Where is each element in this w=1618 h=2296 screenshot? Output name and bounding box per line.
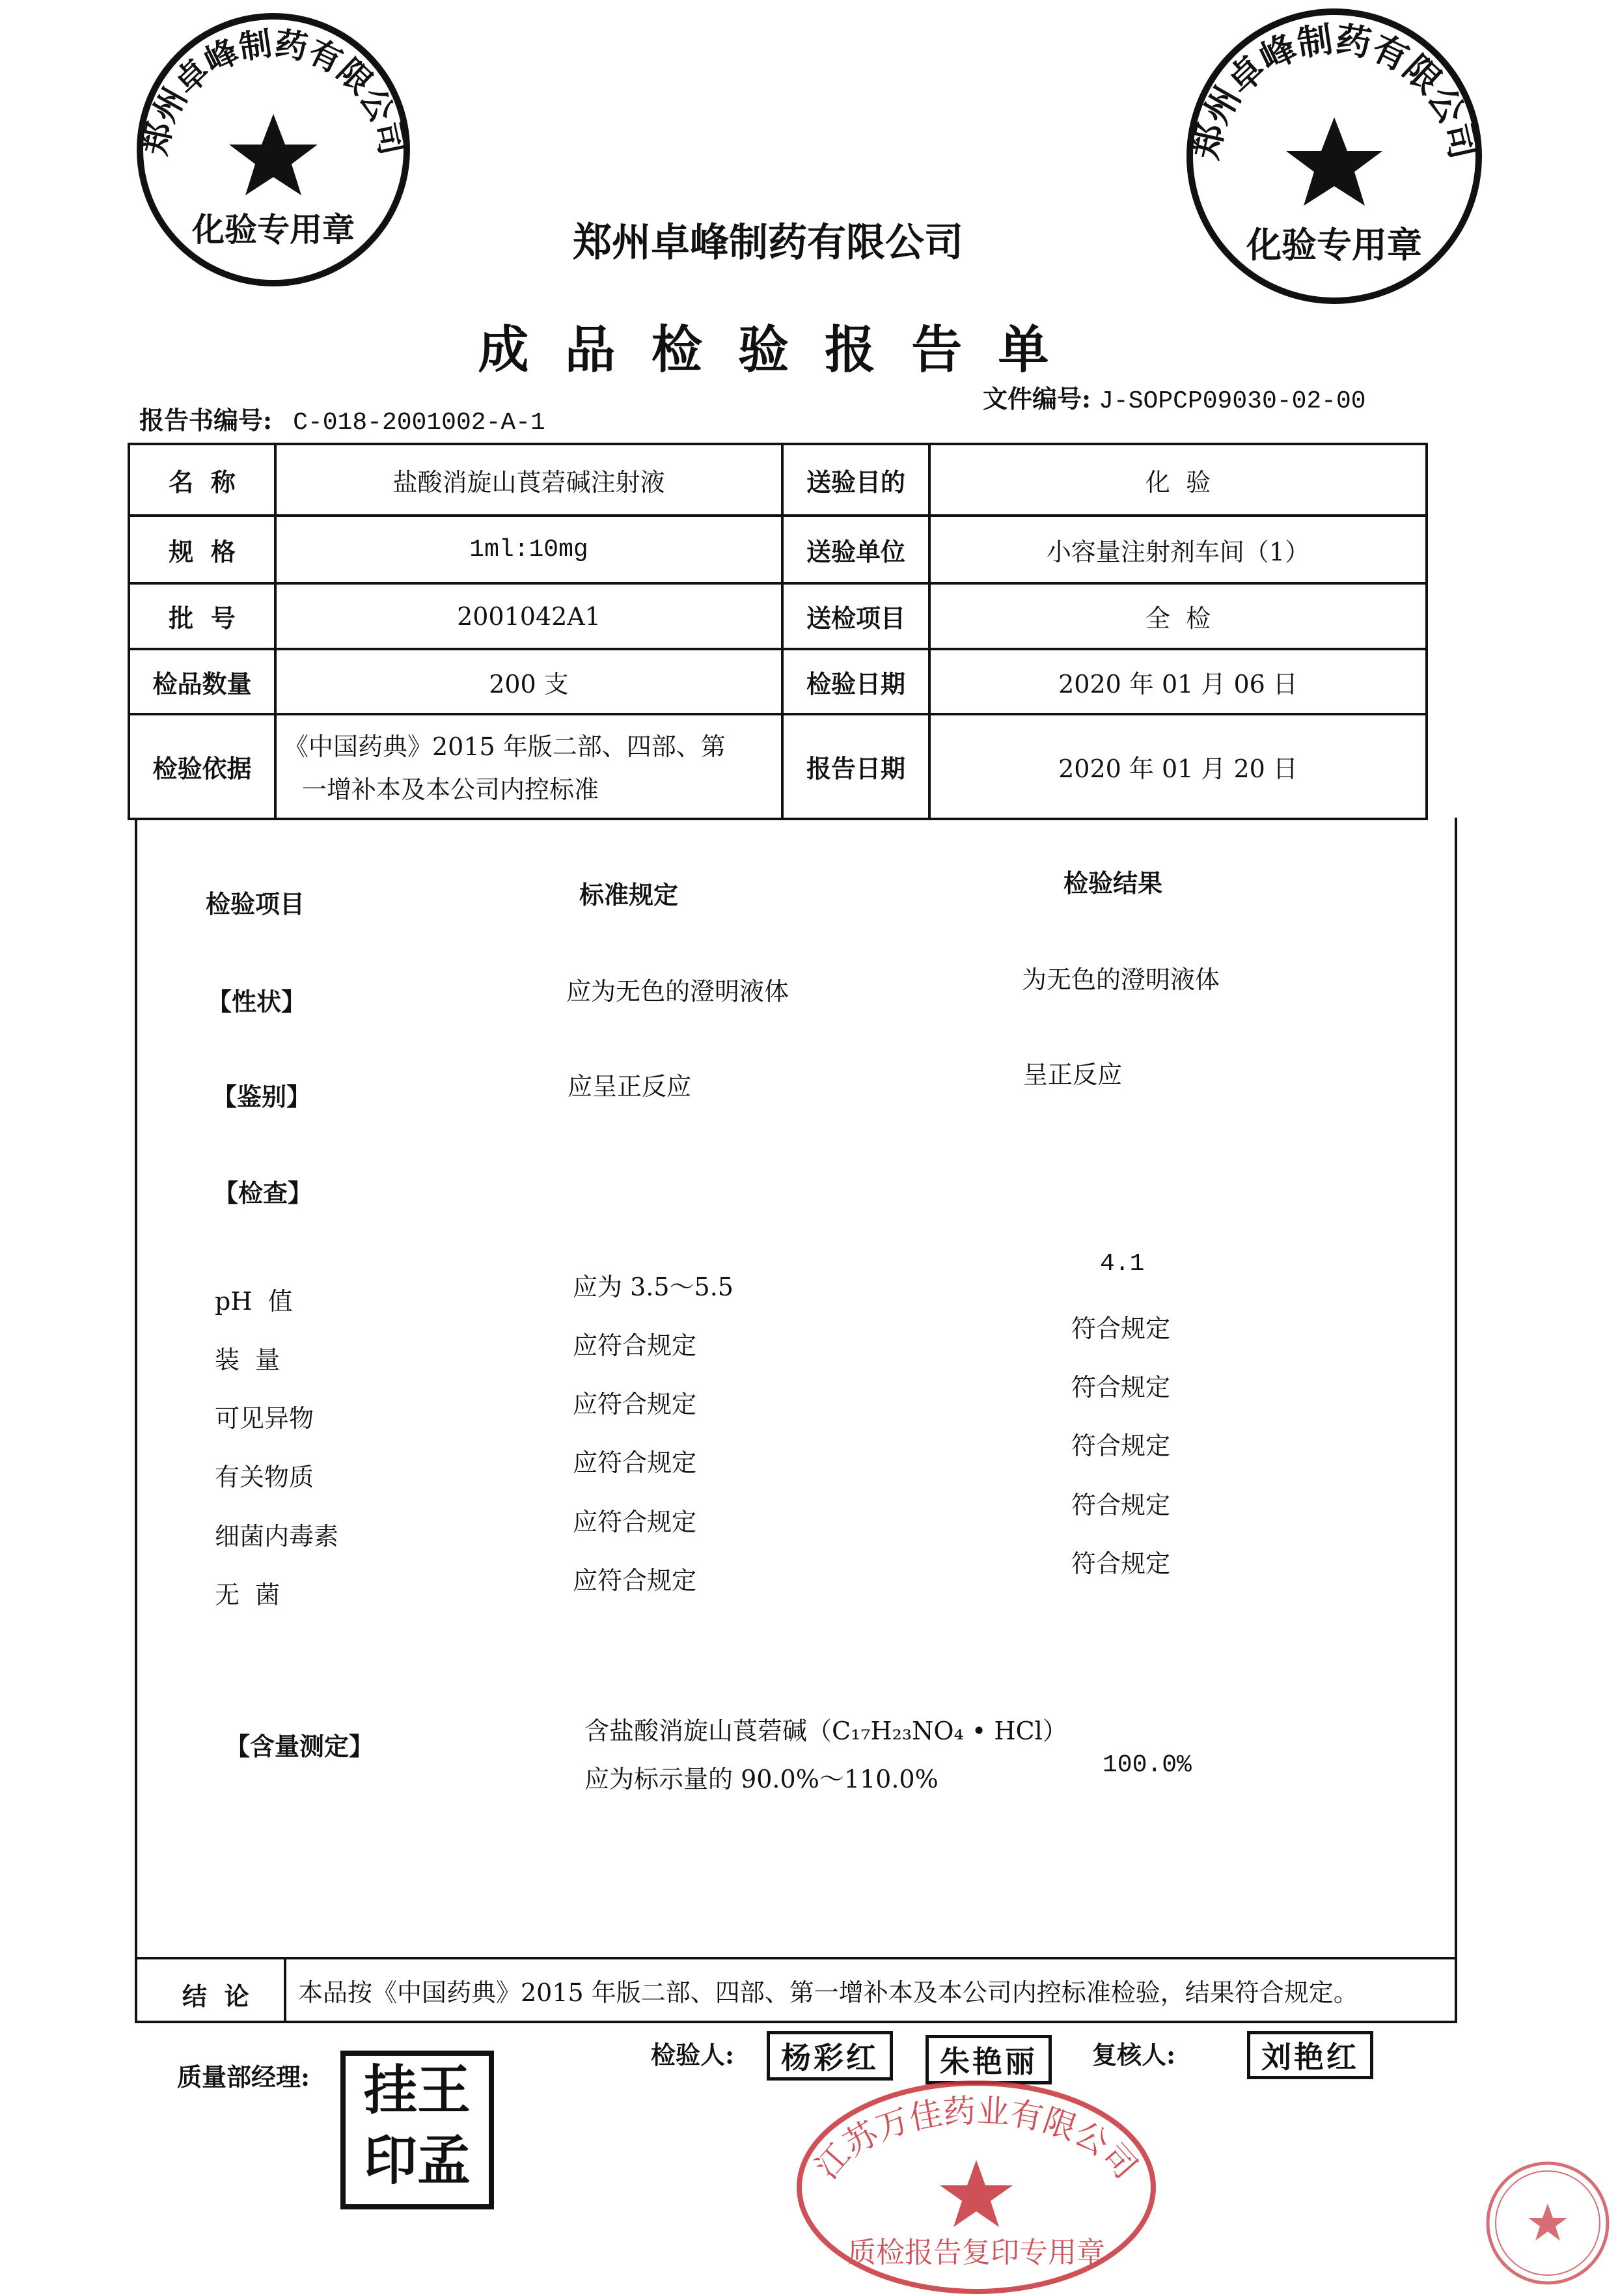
seal2-bottom-text: 化验专用章 (1246, 224, 1422, 266)
divider (284, 1957, 286, 2022)
manager-stamp-top: 挂王 (363, 2060, 471, 2122)
info-table (128, 443, 1428, 820)
report-number-label: 报告书编号: (139, 406, 273, 435)
label-basis: 检验依据 (152, 754, 252, 783)
reviewer-stamp: 刘艳红 (1247, 2031, 1373, 2079)
check-standard: 应符合规定 (573, 1390, 697, 1418)
check-item: pH 值 (215, 1287, 293, 1316)
results-box (135, 818, 1457, 2023)
section-appearance: 【性状】 (207, 987, 307, 1016)
check-item: 细菌内毒素 (215, 1522, 339, 1551)
file-number-value: J-SOPCP09030-02-00 (1099, 387, 1366, 415)
standard-identification: 应呈正反应 (568, 1072, 692, 1101)
label-purpose: 送验目的 (806, 467, 905, 497)
value-name: 盐酸消旋山莨菪碱注射液 (392, 467, 665, 497)
col-header-result: 检验结果 (1063, 868, 1163, 898)
seal1-bottom-text: 化验专用章 (192, 210, 355, 249)
label-spec: 规 格 (169, 536, 236, 566)
corner-seal-red (1488, 2163, 1608, 2283)
check-item: 无 菌 (215, 1581, 281, 1609)
label-items: 送检项目 (806, 603, 905, 633)
check-standard: 应为 3.5～5.5 (573, 1273, 734, 1301)
result-identification: 呈正反应 (1023, 1060, 1123, 1089)
star-icon (1286, 117, 1382, 206)
col-header-item: 检验项目 (206, 889, 305, 919)
value-spec: 1ml:10mg (469, 535, 588, 564)
red-seal-arc-text: 江苏万佳药业有限公司 (808, 2092, 1145, 2186)
value-unit: 小容量注射剂车间（1） (1046, 537, 1310, 566)
document-title: 成 品 检 验 报 告 单 (478, 320, 1058, 380)
manager-label: 质量部经理: (177, 2062, 310, 2092)
value-batch: 2001042A1 (457, 602, 601, 631)
section-identification: 【鉴别】 (212, 1082, 312, 1111)
label-report-date: 报告日期 (806, 754, 905, 783)
check-item: 可见异物 (215, 1404, 314, 1433)
basis-line2: 一增补本及本公司内控标准 (302, 775, 599, 804)
conclusion-text: 本品按《中国药典》2015 年版二部、四部、第一增补本及本公司内控标准检验，结果符合规定。 (298, 1978, 1358, 2007)
value-quantity: 200 支 (489, 669, 569, 698)
label-name: 名 称 (169, 467, 236, 497)
manager-stamp (340, 2051, 494, 2209)
svg-text:郑州卓峰制药有限公司 (135, 24, 411, 158)
check-standard: 应符合规定 (573, 1566, 697, 1595)
check-result: 4.1 (1100, 1250, 1145, 1278)
check-result: 符合规定 (1071, 1549, 1171, 1578)
check-standard: 应符合规定 (573, 1508, 697, 1536)
check-item: 装 量 (215, 1346, 281, 1374)
value-purpose: 化 验 (1145, 467, 1211, 497)
report-number (139, 400, 545, 437)
result-appearance: 为无色的澄明液体 (1022, 965, 1220, 994)
file-number-label: 文件编号: (983, 384, 1091, 413)
inspector-label: 检验人: (651, 2040, 735, 2069)
check-result: 符合规定 (1071, 1491, 1171, 1519)
star-icon (1528, 2204, 1567, 2241)
section-inspection: 【检查】 (213, 1178, 313, 1208)
check-item: 有关物质 (215, 1463, 314, 1491)
inspector1-stamp: 杨彩红 (767, 2031, 893, 2081)
manager-stamp-bottom: 印孟 (363, 2130, 471, 2192)
seal1-arc-text: 郑州卓峰制药有限公司 (135, 23, 412, 159)
label-test-date: 检验日期 (806, 669, 905, 698)
value-report-date: 2020 年 01 月 20 日 (1058, 754, 1298, 783)
file-number (983, 379, 1366, 415)
check-result: 符合规定 (1071, 1432, 1171, 1460)
check-result: 符合规定 (1071, 1314, 1171, 1343)
red-seal-bottom-text: 质检报告复印专用章 (847, 2236, 1105, 2269)
check-result: 符合规定 (1071, 1373, 1171, 1402)
check-standard: 应符合规定 (573, 1448, 697, 1477)
report-number-value: C-018-2001002-A-1 (293, 409, 545, 437)
inspector2-stamp: 朱艳丽 (926, 2035, 1052, 2084)
conclusion-label: 结 论 (182, 1982, 249, 2011)
star-icon (229, 114, 318, 195)
assay-standard-line2: 应为标示量的 90.0%～110.0% (584, 1765, 939, 1793)
svg-text:郑州卓峰制药有限公司 (1184, 18, 1485, 163)
copy-seal-red (799, 2083, 1153, 2291)
value-basis (284, 725, 726, 811)
reviewer-label: 复核人: (1092, 2040, 1176, 2069)
standard-appearance: 应为无色的澄明液体 (566, 977, 789, 1006)
divider (135, 1957, 1455, 1959)
assay-standard-line1: 含盐酸消旋山莨菪碱（C₁₇H₂₃NO₄ • HCl） (584, 1717, 1067, 1745)
label-batch: 批 号 (169, 603, 236, 633)
svg-text:江苏万佳药业有限公司 (808, 2092, 1144, 2185)
label-quantity: 检品数量 (152, 669, 252, 698)
assay-result: 100.0% (1103, 1751, 1192, 1779)
label-unit: 送验单位 (806, 536, 905, 566)
section-assay: 【含量测定】 (225, 1732, 374, 1761)
value-test-date: 2020 年 01 月 06 日 (1058, 669, 1298, 698)
star-icon (940, 2160, 1013, 2227)
value-items: 全 检 (1145, 604, 1211, 633)
check-standard: 应符合规定 (573, 1331, 697, 1360)
col-header-standard: 标准规定 (579, 880, 679, 909)
company-name: 郑州卓峰制药有限公司 (573, 220, 963, 266)
seal2-arc-text: 郑州卓峰制药有限公司 (1183, 18, 1485, 163)
basis-line1: 《中国药典》2015 年版二部、四部、第 (284, 732, 726, 761)
